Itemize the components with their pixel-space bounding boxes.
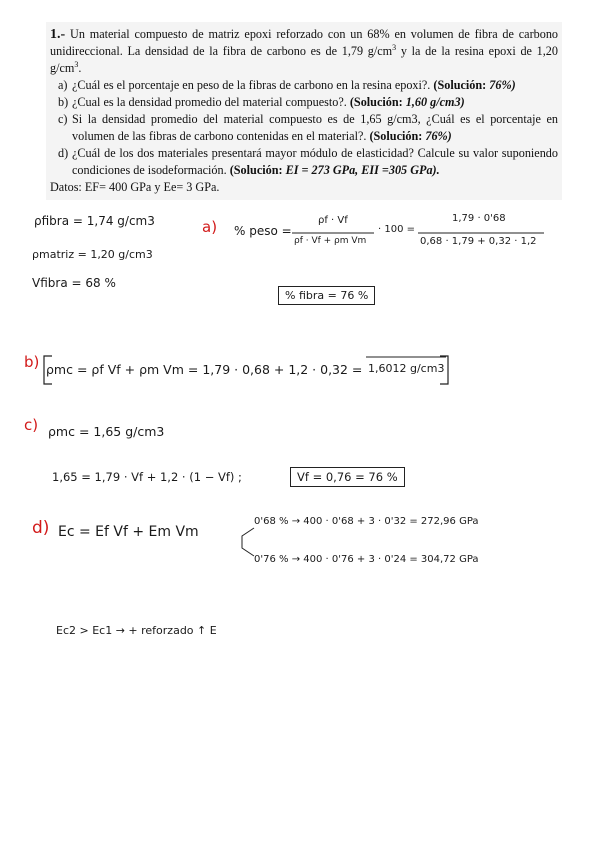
question-label: b) bbox=[58, 95, 69, 109]
part-b-equation: ρmc = ρf Vf + ρm Vm = 1,79 · 0,68 + 1,2 · 0,32 = bbox=[46, 362, 363, 377]
solution bbox=[433, 78, 515, 92]
part-c-equation: 1,65 = 1,79 · Vf + 1,2 · (1 − Vf) ; bbox=[52, 470, 242, 484]
statement-sup: 3 bbox=[392, 43, 397, 52]
problem-number: 1.- bbox=[50, 27, 66, 42]
question-label: d) bbox=[58, 146, 69, 160]
part-b-label: b) bbox=[24, 353, 40, 371]
part-a-formula-left: % peso = bbox=[234, 224, 292, 238]
part-a-numerator-values: 1,79 · 0'68 bbox=[452, 213, 506, 224]
problem-statement-block bbox=[46, 22, 562, 200]
question-label: a) bbox=[58, 78, 68, 92]
part-c-result: Vf = 0,76 = 76 % bbox=[290, 467, 405, 487]
part-d-line-2: 0'76 % → 400 · 0'76 + 3 · 0'24 = 304,72 GPa bbox=[254, 554, 479, 565]
question-label: c) bbox=[58, 112, 68, 126]
question-text: ¿Cual es la densidad promedio del material compuesto?. bbox=[72, 95, 350, 109]
part-a-denominator: ρf · Vf + ρm Vm bbox=[294, 236, 367, 246]
question-c bbox=[50, 111, 558, 145]
solution bbox=[230, 163, 440, 177]
part-a-denominator-values: 0,68 · 1,79 + 0,32 · 1,2 bbox=[420, 236, 537, 247]
solution-value: 76%) bbox=[489, 78, 516, 92]
statement-sup-2: 3 bbox=[74, 60, 79, 69]
solution bbox=[350, 95, 465, 109]
question-text: Si la densidad promedio del material compuesto es de 1,65 g/cm3, ¿Cuál es el porcentaje en volumen de las fibras de carbono contenidas en el material?. bbox=[72, 112, 558, 143]
part-c-given: ρmc = 1,65 g/cm3 bbox=[48, 424, 165, 439]
question-b bbox=[50, 94, 558, 111]
question-a bbox=[50, 77, 558, 94]
part-a-result: % fibra = 76 % bbox=[278, 286, 375, 305]
part-d-label: d) bbox=[32, 518, 50, 538]
part-a-numerator: ρf · Vf bbox=[318, 215, 348, 226]
given-matriz-density: ρmatriz = 1,20 g/cm3 bbox=[32, 248, 153, 261]
data-line: Datos: EF= 400 GPa y Ee= 3 GPa. bbox=[50, 180, 220, 194]
given-fibra-density: ρfibra = 1,74 g/cm3 bbox=[34, 214, 155, 228]
conclusion: Ec2 > Ec1 → + reforzado ↑ E bbox=[56, 624, 217, 637]
solution-prefix: (Solución: bbox=[433, 78, 490, 92]
solution-value: 1,60 g/cm3) bbox=[405, 95, 465, 109]
solution-prefix: (Solución: bbox=[349, 95, 406, 109]
solution-value: 76%) bbox=[425, 129, 452, 143]
part-c-label: c) bbox=[24, 416, 39, 434]
question-d bbox=[50, 145, 558, 179]
part-b-result: 1,6012 g/cm3 bbox=[368, 362, 445, 375]
problem-intro bbox=[50, 26, 558, 77]
part-a-times-100: · 100 = bbox=[378, 224, 416, 235]
statement-end: . bbox=[78, 61, 82, 75]
solution bbox=[369, 129, 451, 143]
solution-prefix: (Solución: bbox=[229, 163, 286, 177]
part-a-label: a) bbox=[202, 218, 218, 236]
question-text: ¿Cuál es el porcentaje en peso de la fibras de carbono en la resina epoxi?. bbox=[72, 78, 434, 92]
question-text: ¿Cuál de los dos materiales presentará mayor módulo de elasticidad? Calcule su valor suponiendo condiciones de isodeformación. bbox=[72, 146, 558, 177]
statement-mid: y la de la resina epoxi de 1,20 g/cm bbox=[50, 44, 558, 75]
solution-prefix: (Solución: bbox=[369, 129, 426, 143]
given-fibra-volume: Vfibra = 68 % bbox=[32, 276, 116, 290]
solution-value: EI = 273 GPa, EII =305 GPa). bbox=[285, 163, 440, 177]
problem-statement: Un material compuesto de matriz epoxi reforzado con un 68% en volumen de fibra de carbono unidireccional. La densidad de la fibra de carbono es de 1,79 g/cm bbox=[50, 27, 559, 58]
part-d-brace bbox=[242, 528, 254, 556]
part-d-equation: Ec = Ef Vf + Em Vm bbox=[58, 524, 199, 540]
part-d-line-1: 0'68 % → 400 · 0'68 + 3 · 0'32 = 272,96 GPa bbox=[254, 516, 479, 527]
question-list bbox=[50, 77, 558, 179]
